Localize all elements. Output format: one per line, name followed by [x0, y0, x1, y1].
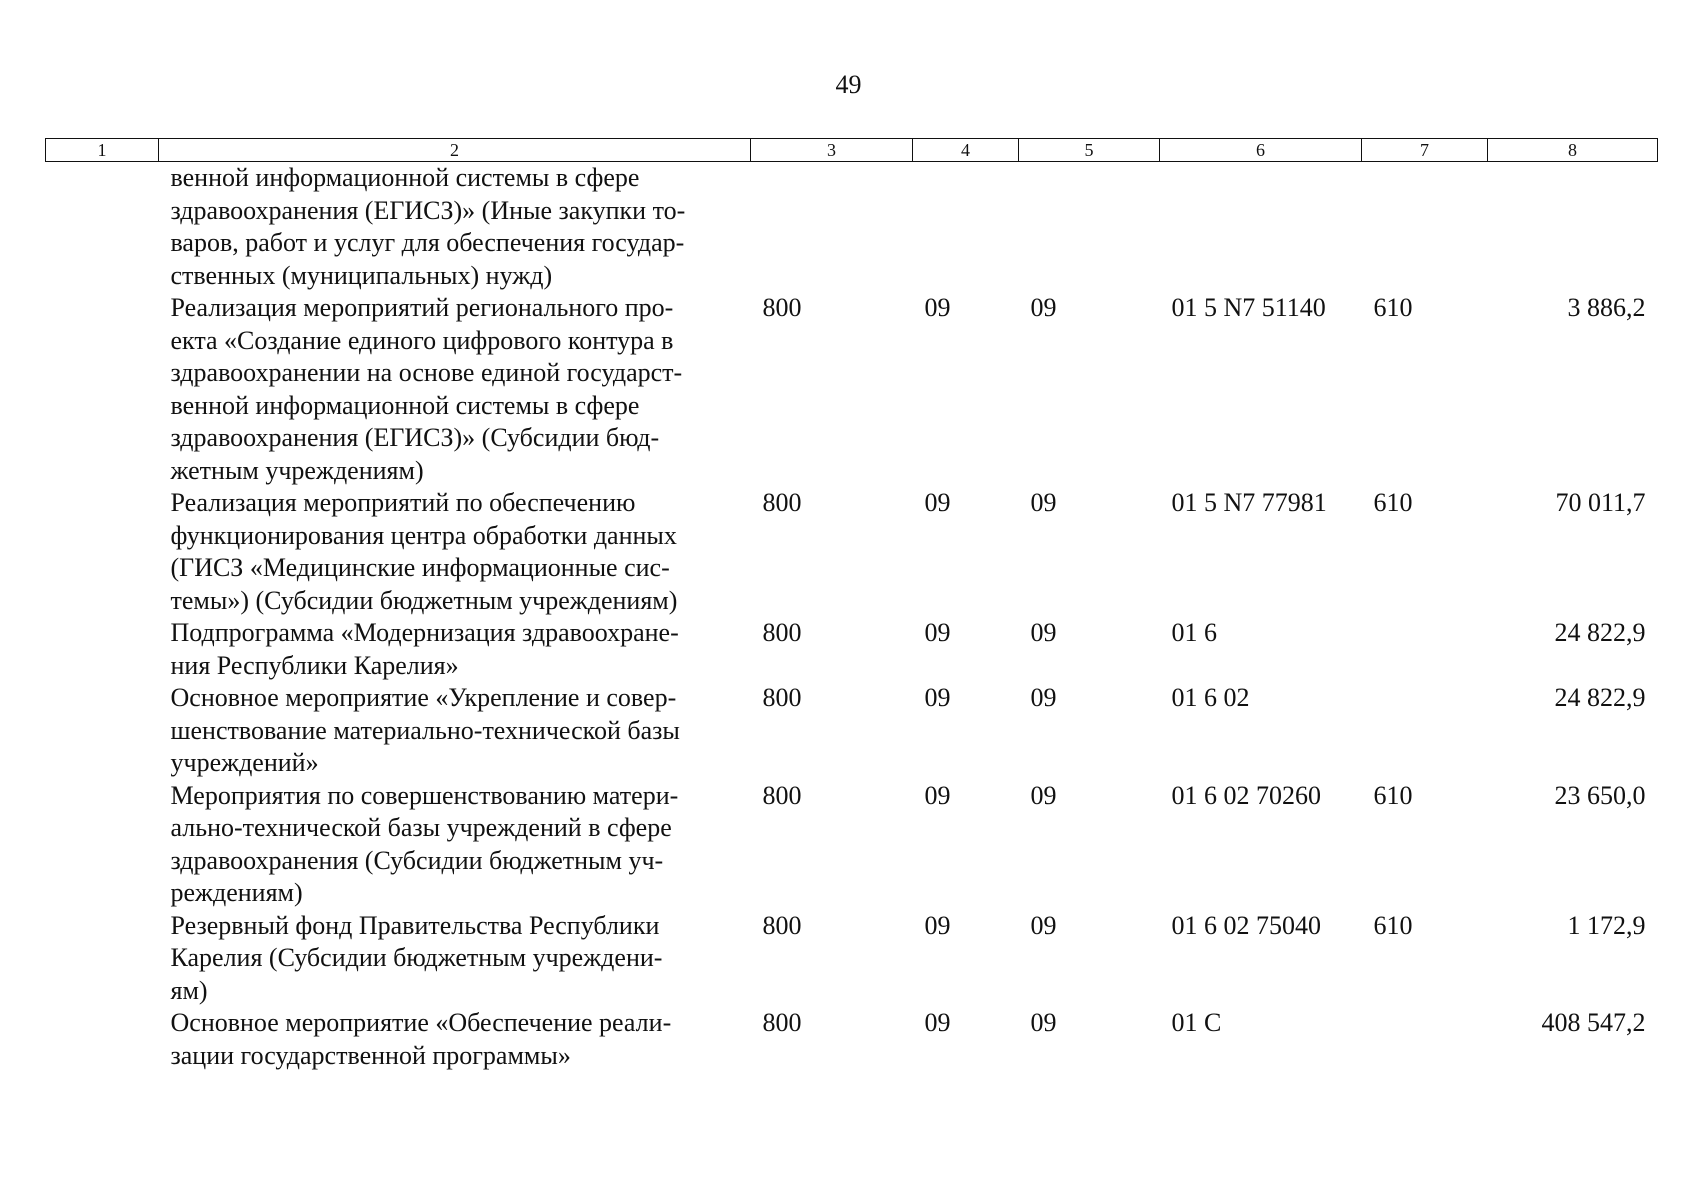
item-name-cell — [159, 1007, 751, 1072]
item-name-line: (ГИСЗ «Медицинские информационные сис- — [170, 553, 670, 582]
expense-type-cell — [1362, 682, 1488, 780]
amount-cell: 23 650,0 — [1554, 780, 1646, 810]
subsection-code-cell — [1019, 162, 1160, 293]
amount-cell: 1 172,9 — [1567, 910, 1646, 940]
item-name-line: варов, работ и услуг для обеспечения государ- — [170, 228, 685, 257]
item-name-line: Реализация мероприятий регионального про- — [170, 293, 674, 322]
expense-type-cell — [1362, 617, 1488, 682]
item-name-line: шенствование материально-технической базы — [170, 715, 680, 745]
column-number-row — [46, 139, 1658, 162]
ministry-code-cell: 800 — [762, 1008, 802, 1037]
item-name-line: зации государственной программы» — [170, 1040, 571, 1070]
section-code-cell — [913, 162, 1019, 293]
item-name-line: здравоохранения (ЕГИСЗ)» (Иные закупки то- — [170, 195, 686, 225]
item-name-line: здравоохранении на основе единой государст- — [170, 358, 683, 387]
column-number-2: 2 — [159, 139, 751, 162]
row-number-cell — [46, 1007, 159, 1072]
page-number: 49 — [835, 70, 862, 99]
item-name-line: Мероприятия по совершенствованию матери- — [170, 780, 679, 810]
section-code-cell: 09 — [924, 780, 951, 810]
amount-cell: 3 886,2 — [1567, 293, 1646, 322]
column-number-6: 6 — [1160, 139, 1362, 162]
table-row — [46, 292, 1658, 487]
item-name-line: здравоохранения (Субсидии бюджетным уч- — [170, 845, 664, 875]
item-name-line: здравоохранения (ЕГИСЗ)» (Субсидии бюд- — [170, 423, 660, 452]
table-row — [46, 487, 1658, 617]
table-row — [46, 617, 1658, 682]
item-name-line: учреждений» — [170, 748, 319, 777]
item-name-line: Резервный фонд Правительства Республики — [170, 910, 660, 940]
column-number-5: 5 — [1019, 139, 1160, 162]
ministry-code-cell: 800 — [762, 780, 802, 810]
ministry-code-cell: 800 — [762, 488, 802, 517]
column-number-7: 7 — [1362, 139, 1488, 162]
target-article-cell: 01 6 — [1171, 618, 1217, 647]
expense-type-cell: 610 — [1373, 910, 1413, 940]
target-article-cell: 01 C — [1171, 1008, 1222, 1037]
item-name-line: ния Республики Карелия» — [170, 650, 459, 680]
item-name-cell — [159, 617, 751, 682]
target-article-cell: 01 6 02 75040 — [1171, 910, 1321, 940]
expense-type-cell: 610 — [1373, 488, 1413, 517]
row-number-cell — [46, 617, 159, 682]
table-row — [46, 1007, 1658, 1072]
item-name-line: Основное мероприятие «Укрепление и совер- — [170, 683, 677, 712]
target-article-cell: 01 5 N7 51140 — [1171, 293, 1326, 322]
amount-cell: 24 822,9 — [1554, 683, 1646, 712]
column-number-4: 4 — [913, 139, 1019, 162]
column-number-8: 8 — [1488, 139, 1658, 162]
target-article-cell: 01 6 02 70260 — [1171, 780, 1321, 810]
item-name-cell — [159, 780, 751, 910]
amount-cell: 408 547,2 — [1541, 1008, 1646, 1037]
row-number-cell — [46, 682, 159, 780]
section-code-cell: 09 — [924, 618, 951, 647]
item-name-line: ственных (муниципальных) нужд) — [170, 260, 553, 290]
item-name-line: екта «Создание единого цифрового контура в — [170, 325, 674, 355]
column-number-1: 1 — [46, 139, 159, 162]
ministry-code-cell: 800 — [762, 618, 802, 647]
column-number-3: 3 — [751, 139, 913, 162]
section-code-cell: 09 — [924, 488, 951, 517]
item-name-line: Реализация мероприятий по обеспечению — [170, 488, 636, 517]
table-body — [46, 162, 1658, 1073]
expense-type-cell: 610 — [1373, 293, 1413, 322]
table-row — [46, 682, 1658, 780]
subsection-code-cell: 09 — [1030, 618, 1057, 647]
item-name-line: реждениям) — [170, 878, 303, 907]
item-name-line: темы») (Субсидии бюджетным учреждениям) — [170, 585, 678, 615]
target-article-cell — [1160, 162, 1362, 293]
subsection-code-cell: 09 — [1030, 488, 1057, 517]
ministry-code-cell: 800 — [762, 910, 802, 940]
expense-type-cell: 610 — [1373, 780, 1413, 810]
item-name-line: венной информационной системы в сфере — [170, 163, 640, 192]
item-name-line: Подпрограмма «Модернизация здравоохране- — [170, 618, 679, 647]
ministry-code-cell: 800 — [762, 683, 802, 712]
item-name-line: функционирования центра обработки данных — [170, 520, 677, 550]
table-row — [46, 162, 1658, 293]
section-code-cell: 09 — [924, 1008, 951, 1037]
expense-type-cell — [1362, 162, 1488, 293]
section-code-cell: 09 — [924, 910, 951, 940]
section-code-cell: 09 — [924, 293, 951, 322]
item-name-line: жетным учреждениям) — [170, 455, 424, 485]
subsection-code-cell: 09 — [1030, 910, 1057, 940]
row-number-cell — [46, 162, 159, 293]
item-name-line: ально-технической базы учреждений в сфере — [170, 813, 672, 842]
target-article-cell: 01 5 N7 77981 — [1171, 488, 1327, 517]
table-header — [46, 139, 1658, 162]
row-number-cell — [46, 292, 159, 487]
table-row — [46, 780, 1658, 910]
ministry-code-cell — [751, 162, 913, 293]
amount-cell — [1488, 162, 1658, 293]
section-code-cell: 09 — [924, 683, 951, 712]
item-name-cell — [159, 910, 751, 1008]
subsection-code-cell: 09 — [1030, 683, 1057, 712]
row-number-cell — [46, 910, 159, 1008]
amount-cell: 24 822,9 — [1554, 618, 1646, 647]
item-name-cell — [159, 162, 751, 293]
item-name-line: Карелия (Субсидии бюджетным учреждени- — [170, 943, 663, 972]
expense-type-cell — [1362, 1007, 1488, 1072]
row-number-cell — [46, 487, 159, 617]
item-name-cell — [159, 487, 751, 617]
ministry-code-cell: 800 — [762, 293, 802, 322]
item-name-cell — [159, 682, 751, 780]
amount-cell: 70 011,7 — [1555, 488, 1646, 517]
subsection-code-cell: 09 — [1030, 293, 1057, 322]
table-row — [46, 910, 1658, 1008]
item-name-cell — [159, 292, 751, 487]
item-name-line: Основное мероприятие «Обеспечение реали- — [170, 1008, 672, 1037]
item-name-line: венной информационной системы в сфере — [170, 390, 640, 420]
target-article-cell: 01 6 02 — [1171, 683, 1250, 712]
budget-table — [45, 138, 1658, 1072]
subsection-code-cell: 09 — [1030, 780, 1057, 810]
subsection-code-cell: 09 — [1030, 1008, 1057, 1037]
item-name-line: ям) — [170, 975, 208, 1005]
row-number-cell — [46, 780, 159, 910]
